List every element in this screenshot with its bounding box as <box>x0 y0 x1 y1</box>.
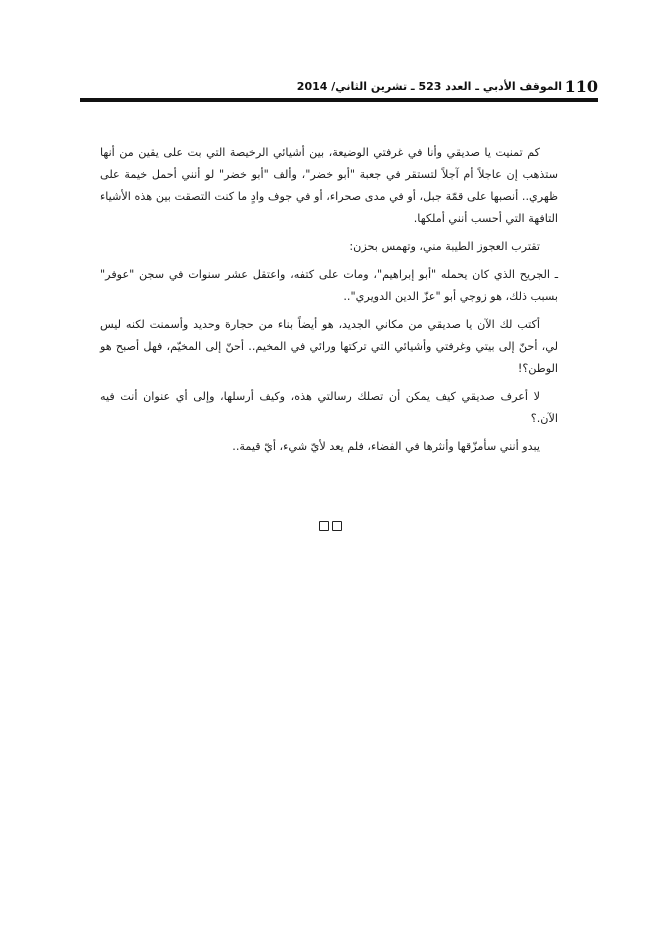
page-number: 110 <box>564 77 598 96</box>
ornament-square-icon <box>332 521 342 531</box>
running-header <box>80 76 598 100</box>
section-end-ornament <box>319 521 343 533</box>
paragraph-3: ـ الجريح الذي كان يحمله "أبو إبراهيم"، ومات على كتفه، واعتقل عشر سنوات في سجن "عوفر" بسبب ذلك، هو زوجي أبو "عزّ الدين الدويري".. <box>100 268 558 303</box>
running-title: الموقف الأدبي ـ العدد 523 ـ تشرين الثاني/ 2014 <box>296 80 562 93</box>
paragraph-6: يبدو أنني سأمزّقها وأنثرها في الفضاء، فلم يعد لأيّ شيء، أيّ قيمة.. <box>232 440 540 453</box>
paragraph-2: تقترب العجوز الطيبة مني، وتهمس بحزن: <box>349 240 540 253</box>
header-rule <box>80 98 598 102</box>
paragraph-4: أكتب لك الآن يا صديقي من مكاني الجديد، هو أيضاً بناء من حجارة وحديد وأسمنت لكنه ليس لي، أحنّ إلى بيتي وغرفتي وأشيائي التي تركتها ورائي في المخيم.. أحنّ إلى المخيّم، فهل أصبح هو الوطن؟! <box>100 318 558 375</box>
article-body <box>100 142 558 464</box>
paragraph-5: لا أعرف صديقي كيف يمكن أن تصلك رسالتي هذه، وكيف أرسلها، وإلى أي عنوان أنت فيه الآن.؟ <box>100 390 558 425</box>
ornament-square-icon <box>319 521 329 531</box>
paragraph-1: كم تمنيت يا صديقي وأنا في غرفتي الوضيعة، بين أشيائي الرخيصة التي بت على يقين من أنها ستذهب إن عاجلاً أم آجلاً لتستقر في جعبة "أبو خضر"، وألف "أبو خضر" لو أنني أحمل خيمة على ظهري.. أنصبها على قمّة جبل، أو في مدى صحراء، أو في جوف وادٍ ما كنت التصقت بين هذه الأشياء التافهة التي أحسب أنني أملكها. <box>100 146 558 225</box>
